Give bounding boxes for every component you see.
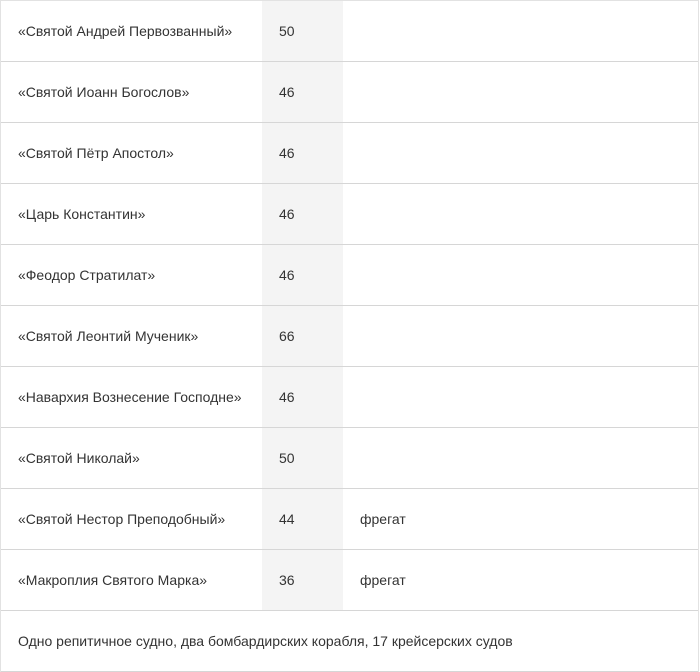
guns-cell: 44 xyxy=(262,489,343,549)
table-row xyxy=(1,62,698,123)
guns-cell: 46 xyxy=(262,245,343,305)
note-cell xyxy=(343,1,698,61)
guns-cell: 46 xyxy=(262,62,343,122)
ship-name-cell: «Святой Андрей Первозванный» xyxy=(18,23,233,39)
ship-name-cell: «Навархия Вознесение Господне» xyxy=(18,389,242,405)
note-cell xyxy=(343,428,698,488)
guns-cell: 50 xyxy=(262,1,343,61)
table-row xyxy=(1,1,698,62)
guns-cell: 36 xyxy=(262,550,343,610)
ship-name-cell: «Святой Нестор Преподобный» xyxy=(18,511,226,527)
note-cell: фрегат xyxy=(360,511,406,527)
table-row xyxy=(1,428,698,489)
note-cell xyxy=(343,62,698,122)
table-row xyxy=(1,245,698,306)
ship-name-cell: «Макроплия Святого Марка» xyxy=(18,572,208,588)
note-cell xyxy=(343,184,698,244)
guns-cell: 66 xyxy=(262,306,343,366)
ship-name-cell: «Святой Леонтий Мученик» xyxy=(18,328,199,344)
ship-name-cell: «Святой Иоанн Богослов» xyxy=(18,84,190,100)
note-cell xyxy=(343,245,698,305)
note-cell xyxy=(343,123,698,183)
note-cell: фрегат xyxy=(360,572,406,588)
note-cell xyxy=(343,306,698,366)
table-row xyxy=(1,184,698,245)
table-row xyxy=(1,489,698,550)
ship-name-cell: «Царь Константин» xyxy=(18,206,146,222)
guns-cell: 50 xyxy=(262,428,343,488)
table-footer-row xyxy=(1,611,698,672)
guns-cell: 46 xyxy=(262,123,343,183)
ship-name-cell: «Феодор Стратилат» xyxy=(18,267,156,283)
ship-name-cell: «Святой Пётр Апостол» xyxy=(18,145,174,161)
note-cell xyxy=(343,367,698,427)
table-row xyxy=(1,123,698,184)
ship-name-cell: «Святой Николай» xyxy=(18,450,140,466)
table-row xyxy=(1,550,698,611)
guns-cell: 46 xyxy=(262,184,343,244)
table-row xyxy=(1,367,698,428)
guns-cell: 46 xyxy=(262,367,343,427)
table-row xyxy=(1,306,698,367)
footer-summary: Одно репитичное судно, два бомбардирских корабля, 17 крейсерских судов xyxy=(18,633,513,649)
